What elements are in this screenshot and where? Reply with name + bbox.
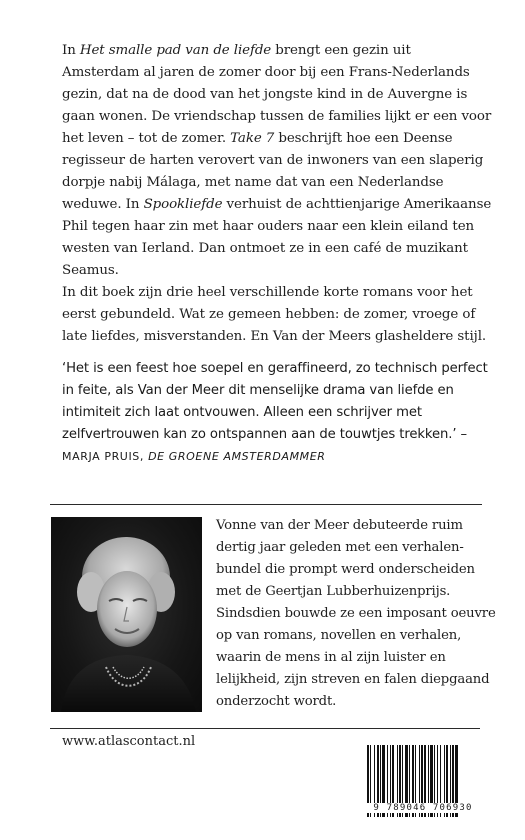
quote-text: ‘Het is een feest hoe soepel en geraffineerd, zo technisch perfect in feite, als Van der Meer dit menselijke drama van liefde en intimiteit zich laat ontvouwen. Alleen een schrijver met zelfvertrouwen kan zo ontspannen aan de touwtjes trekken.’	[62, 361, 488, 442]
quote-author: MARJA PRUIS,	[62, 450, 149, 463]
blurb-paragraph-1: In Het smalle pad van de liefde brengt een gezin uit Amsterdam al jaren de zomer door bij een Frans-Nederlands gezin, dat na de dood van het jongste kind in de Auvergne is gaan wonen. De vriendschap tussen de families lijkt er een voor het leven – tot de zomer. Take 7 beschrijft hoe een Deense regisseur de harten verovert van de inwoners van een slaperig dorpje nabij Málaga, met name dat van een Nederlandse weduwe. In Spookliefde verhuist de achttienjarige Amerikaanse Phil tegen haar zin met haar ouders naar een klein eiland ten westen van Ierland. Dan ontmoet ze in een café de muzikant Seamus.	[62, 43, 492, 278]
divider-bottom	[50, 728, 480, 729]
isbn-digits: 9 789046 706930	[366, 803, 480, 813]
author-photo	[51, 517, 202, 712]
publisher-url[interactable]: www.atlascontact.nl	[62, 734, 196, 749]
divider-top	[50, 504, 482, 505]
author-bio: Vonne van der Meer debuteerde ruim dertig jaar geleden met een verhalenbundel die prompt werd onderscheiden met de Geertjan Lubberhuizenprijs. Sindsdien bouwde ze een imposant oeuvre op van romans, novellen en verhalen, waarin de mens in al zijn luister en lelijkheid, zijn streven en falen diepgaand onderzocht wordt.	[216, 518, 496, 709]
author-portrait-image	[51, 517, 202, 712]
back-cover-blurb	[62, 40, 492, 348]
quote-source: DE GROENE AMSTERDAMMER	[148, 450, 326, 463]
blurb-paragraph-2: In dit boek zijn drie heel verschillende korte romans voor het eerst gebundeld. Wat ze gemeen hebben: de zomer, vroege of late liefdes, misverstanden. En Van der Meers glasheldere stijl.	[62, 285, 487, 344]
press-quote: ‘Het is een feest hoe soepel en geraffineerd, zo technisch perfect in feite, als Van der Meer dit menselijke drama van liefde en intimiteit zich laat ontvouwen. Alleen een schrijver met zelfvertrouwen kan zo ontspannen aan de touwtjes trekken.’ – MARJA PRUIS, DE GROENE AMSTERDAMMER	[62, 361, 488, 463]
book-title-1: Het smalle pad van de liefde	[79, 43, 272, 58]
book-title-3: Spookliefde	[143, 197, 223, 212]
quote-attribution	[62, 450, 326, 463]
book-title-2: Take 7	[230, 131, 275, 146]
